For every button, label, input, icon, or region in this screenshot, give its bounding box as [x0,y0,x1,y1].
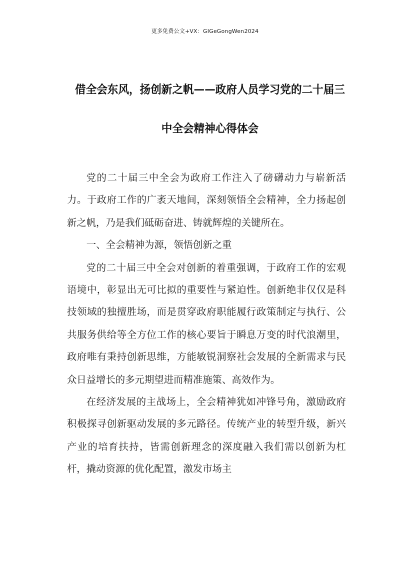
paragraph-economy: 在经济发展的主战场上，全会精神犹如冲锋号角，激励政府积极探寻创新驱动发展的多元路径。传统产业的转型升级，新兴产业的培育扶持，皆需创新理念的深度融入我们需以创新为杠杆，撬动资源的优化配置，激发市场主 [67,397,346,476]
document-body [67,168,346,482]
document-title-line-1: 借全会东风，扬创新之帆——政府人员学习党的二十届三 [75,83,345,96]
document-title-line-2: 中全会精神心得体会 [161,122,259,135]
section-heading-1: 一、全会精神为源，领悟创新之重 [86,240,232,252]
header-note: 更多免费公文+VX：GIGeGongWen2024 [151,29,259,35]
paragraph-intro: 党的二十届三中全会为政府工作注入了磅礴动力与崭新活力。于政府工作的广袤天地间，深刻领悟全会精神，全力扬起创新之帆，乃是我们砥砺奋进、铸就辉煌的关键所在。 [67,173,346,229]
paragraph-section-1: 党的二十届三中全会对创新的着重强调，于政府工作的宏观语境中，彰显出无可比拟的重要性与紧迫性。创新绝非仅仅是科技领域的独擅胜场，而是贯穿政府职能履行政策制定与执行、公共服务供给等全方位工作的核心要旨于瞬息万变的时代浪潮里，政府唯有秉持创新思维，方能敏锐洞察社会发展的全新需求与民众日益增长的多元期望进而精准施策、高效作为。 [67,262,346,386]
